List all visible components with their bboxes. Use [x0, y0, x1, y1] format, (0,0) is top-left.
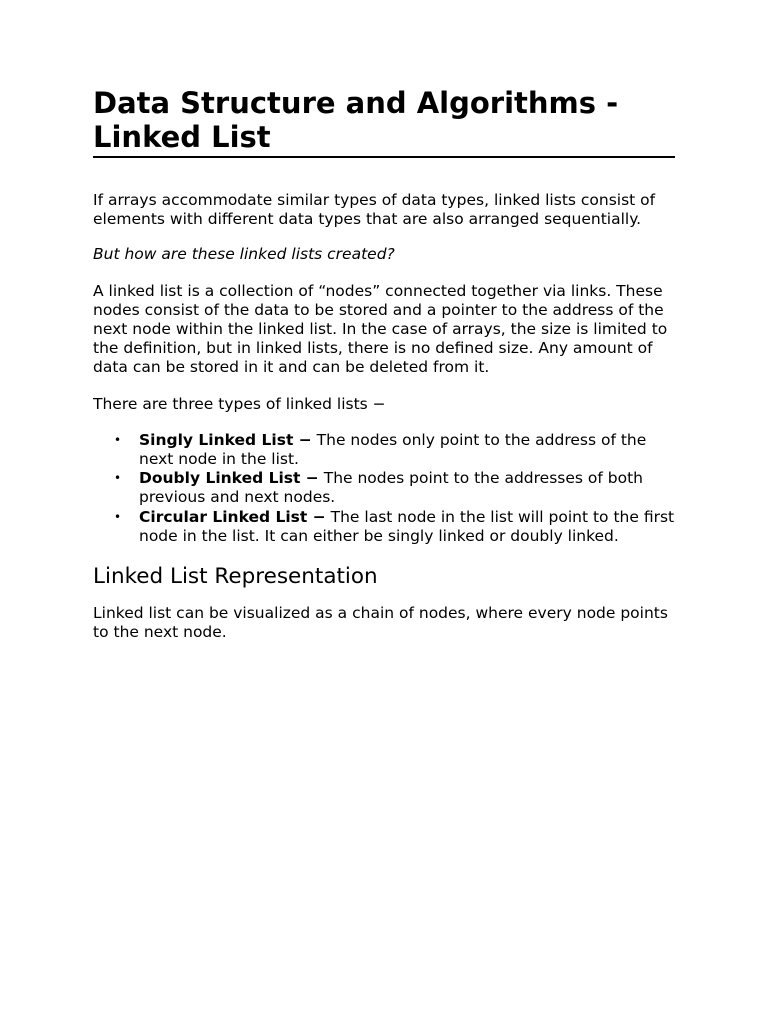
type-term: Doubly Linked List −: [139, 469, 319, 488]
definition-paragraph: A linked list is a collection of “nodes” connected together via links. These nodes consist of the data to be stored and a pointer to the address of the next node within the linked list. In the case of arrays, the size is limited to the definition, but in linked lists, there is no defined size. Any amount of data can be stored in it and can be deleted from it.: [93, 281, 668, 377]
list-item-circular: [93, 508, 676, 546]
section-heading: Linked List Representation: [93, 564, 378, 590]
intro-paragraph: If arrays accommodate similar types of data types, linked lists consist of elements with different data types that are also arranged sequentially.: [93, 191, 656, 229]
page-title: Data Structure and Algorithms - Linked List: [93, 86, 675, 158]
bullet-icon: •: [114, 432, 122, 447]
type-description: The nodes point to the addresses of both previous and next nodes.: [139, 469, 643, 507]
section-paragraph: Linked list can be visualized as a chain of nodes, where every node points to the next node.: [93, 604, 668, 642]
question-paragraph: But how are these linked lists created?: [93, 245, 395, 264]
type-term: Singly Linked List −: [139, 430, 312, 449]
type-description: The nodes only point to the address of the next node in the list.: [139, 430, 647, 469]
linked-list-types: [93, 431, 676, 546]
types-intro-paragraph: There are three types of linked lists −: [93, 394, 386, 413]
bullet-icon: •: [114, 471, 122, 486]
bullet-icon: •: [114, 509, 122, 524]
list-item-doubly: [93, 469, 676, 507]
type-description: The last node in the list will point to the first node in the list. It can either be singly linked or doubly linked.: [139, 507, 675, 545]
list-item-singly: [93, 431, 676, 469]
type-term: Circular Linked List −: [139, 507, 326, 526]
